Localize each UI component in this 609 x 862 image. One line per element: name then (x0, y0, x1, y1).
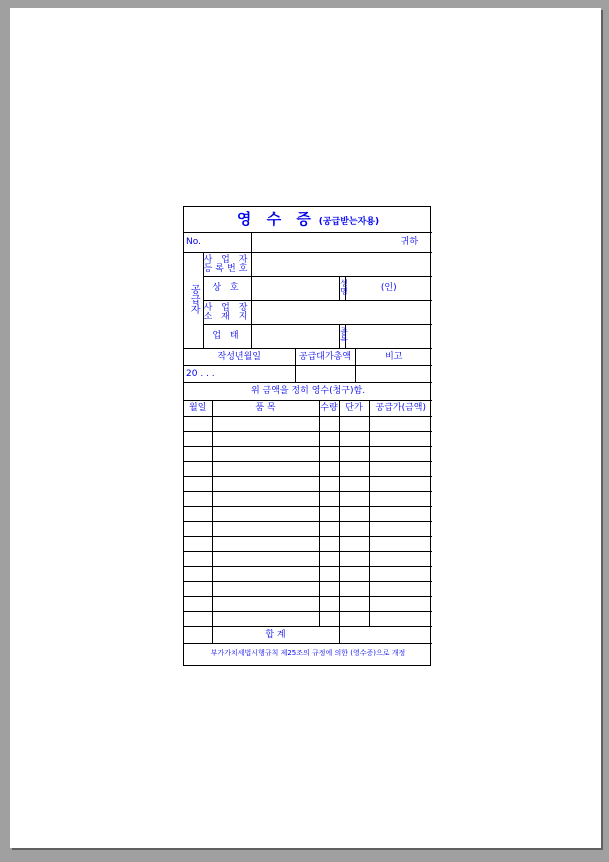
qty-cell[interactable] (319, 567, 339, 582)
supply-price-cell[interactable] (369, 567, 432, 582)
monthday-cell[interactable] (184, 522, 212, 537)
name-label: 성명 (339, 277, 345, 301)
table-row (184, 612, 432, 627)
item-cell[interactable] (212, 567, 319, 582)
trade-name-label: 상 호 (203, 277, 251, 301)
qty-cell[interactable] (319, 612, 339, 627)
biz-reg-value[interactable] (251, 253, 432, 277)
unit-price-cell[interactable] (339, 462, 369, 477)
qty-cell[interactable] (319, 507, 339, 522)
monthday-cell[interactable] (184, 492, 212, 507)
qty-cell[interactable] (319, 552, 339, 567)
unit-price-cell[interactable] (339, 567, 369, 582)
monthday-cell[interactable] (184, 567, 212, 582)
document-page (10, 8, 601, 848)
confirm-text: 위 금액을 정히 영수(청구)함. (184, 383, 432, 401)
item-cell[interactable] (212, 612, 319, 627)
total-label: 합 계 (212, 627, 339, 644)
item-cell[interactable] (212, 507, 319, 522)
monthday-cell[interactable] (184, 507, 212, 522)
monthday-cell[interactable] (184, 612, 212, 627)
item-cell[interactable] (212, 492, 319, 507)
trade-name-value[interactable] (251, 277, 339, 301)
seal-label: (인) (345, 277, 432, 301)
monthday-cell[interactable] (184, 582, 212, 597)
total-amount-header: 공급대가총액 (295, 349, 355, 366)
qty-cell[interactable] (319, 597, 339, 612)
item-cell[interactable] (212, 537, 319, 552)
unit-price-cell[interactable] (339, 432, 369, 447)
supply-price-cell[interactable] (369, 417, 432, 432)
col-supply-price: 공급가(금액) (369, 401, 432, 417)
monthday-cell[interactable] (184, 552, 212, 567)
supply-price-cell[interactable] (369, 462, 432, 477)
item-type-value[interactable] (345, 325, 432, 349)
unit-price-cell[interactable] (339, 537, 369, 552)
business-type-label: 업 태 (203, 325, 251, 349)
unit-price-cell[interactable] (339, 417, 369, 432)
monthday-cell[interactable] (184, 537, 212, 552)
item-cell[interactable] (212, 522, 319, 537)
address-label: 사 업 장 소 재 지 (203, 301, 251, 325)
supply-price-cell[interactable] (369, 432, 432, 447)
no-label: No. (184, 233, 251, 253)
supply-price-cell[interactable] (369, 537, 432, 552)
qty-cell[interactable] (319, 417, 339, 432)
table-row (184, 552, 432, 567)
item-cell[interactable] (212, 447, 319, 462)
table-row (184, 582, 432, 597)
qty-cell[interactable] (319, 582, 339, 597)
supply-price-cell[interactable] (369, 447, 432, 462)
business-type-value[interactable] (251, 325, 339, 349)
table-row (184, 567, 432, 582)
unit-price-cell[interactable] (339, 447, 369, 462)
supply-price-cell[interactable] (369, 492, 432, 507)
item-cell[interactable] (212, 552, 319, 567)
qty-cell[interactable] (319, 537, 339, 552)
table-row (184, 432, 432, 447)
monthday-cell[interactable] (184, 447, 212, 462)
item-cell[interactable] (212, 417, 319, 432)
qty-cell[interactable] (319, 447, 339, 462)
total-value[interactable] (339, 627, 432, 644)
table-row (184, 537, 432, 552)
table-row (184, 462, 432, 477)
total-empty-cell (184, 627, 212, 644)
table-row (184, 417, 432, 432)
col-unit-price: 단가 (339, 401, 369, 417)
table-row (184, 492, 432, 507)
monthday-cell[interactable] (184, 597, 212, 612)
unit-price-cell[interactable] (339, 507, 369, 522)
monthday-cell[interactable] (184, 417, 212, 432)
item-cell[interactable] (212, 477, 319, 492)
qty-cell[interactable] (319, 477, 339, 492)
item-cell[interactable] (212, 582, 319, 597)
item-cell[interactable] (212, 597, 319, 612)
total-amount-value[interactable] (295, 366, 355, 383)
qty-cell[interactable] (319, 522, 339, 537)
honorific-label: 귀하 (251, 233, 432, 253)
receipt-form (183, 206, 431, 666)
date-header: 작성년월일 (184, 349, 295, 366)
supply-price-cell[interactable] (369, 522, 432, 537)
unit-price-cell[interactable] (339, 582, 369, 597)
biz-reg-label: 사 업 자 등록번호 (203, 253, 251, 277)
unit-price-cell[interactable] (339, 552, 369, 567)
unit-price-cell[interactable] (339, 477, 369, 492)
item-cell[interactable] (212, 462, 319, 477)
qty-cell[interactable] (319, 432, 339, 447)
table-row (184, 477, 432, 492)
unit-price-cell[interactable] (339, 522, 369, 537)
address-value[interactable] (251, 301, 432, 325)
monthday-cell[interactable] (184, 462, 212, 477)
supply-price-cell[interactable] (369, 477, 432, 492)
supply-price-cell[interactable] (369, 552, 432, 567)
table-row (184, 522, 432, 537)
receipt-title (184, 207, 432, 233)
footer-note: 부가가치세법시행규칙 제25조의 규정에 의한 (영수증)으로 개정 (184, 644, 432, 663)
monthday-cell[interactable] (184, 432, 212, 447)
supply-price-cell[interactable] (369, 612, 432, 627)
supply-price-cell[interactable] (369, 582, 432, 597)
remarks-header: 비고 (355, 349, 432, 366)
title-text: 영 수 증 (236, 210, 316, 228)
qty-cell[interactable] (319, 492, 339, 507)
table-row (184, 447, 432, 462)
supply-price-cell[interactable] (369, 597, 432, 612)
supply-price-cell[interactable] (369, 507, 432, 522)
col-monthday: 월일 (184, 401, 212, 417)
remarks-value[interactable] (355, 366, 432, 383)
unit-price-cell[interactable] (339, 492, 369, 507)
unit-price-cell[interactable] (339, 597, 369, 612)
date-value[interactable]: 20 . . . (184, 366, 295, 383)
col-qty: 수량 (319, 401, 339, 417)
col-item: 품 목 (212, 401, 319, 417)
qty-cell[interactable] (319, 462, 339, 477)
supplier-label: 공급자 (184, 253, 203, 349)
table-row (184, 507, 432, 522)
subtitle-text: (공급받는자용) (318, 217, 380, 227)
unit-price-cell[interactable] (339, 612, 369, 627)
table-row (184, 597, 432, 612)
monthday-cell[interactable] (184, 477, 212, 492)
item-type-label: 종목 (339, 325, 345, 349)
item-cell[interactable] (212, 432, 319, 447)
